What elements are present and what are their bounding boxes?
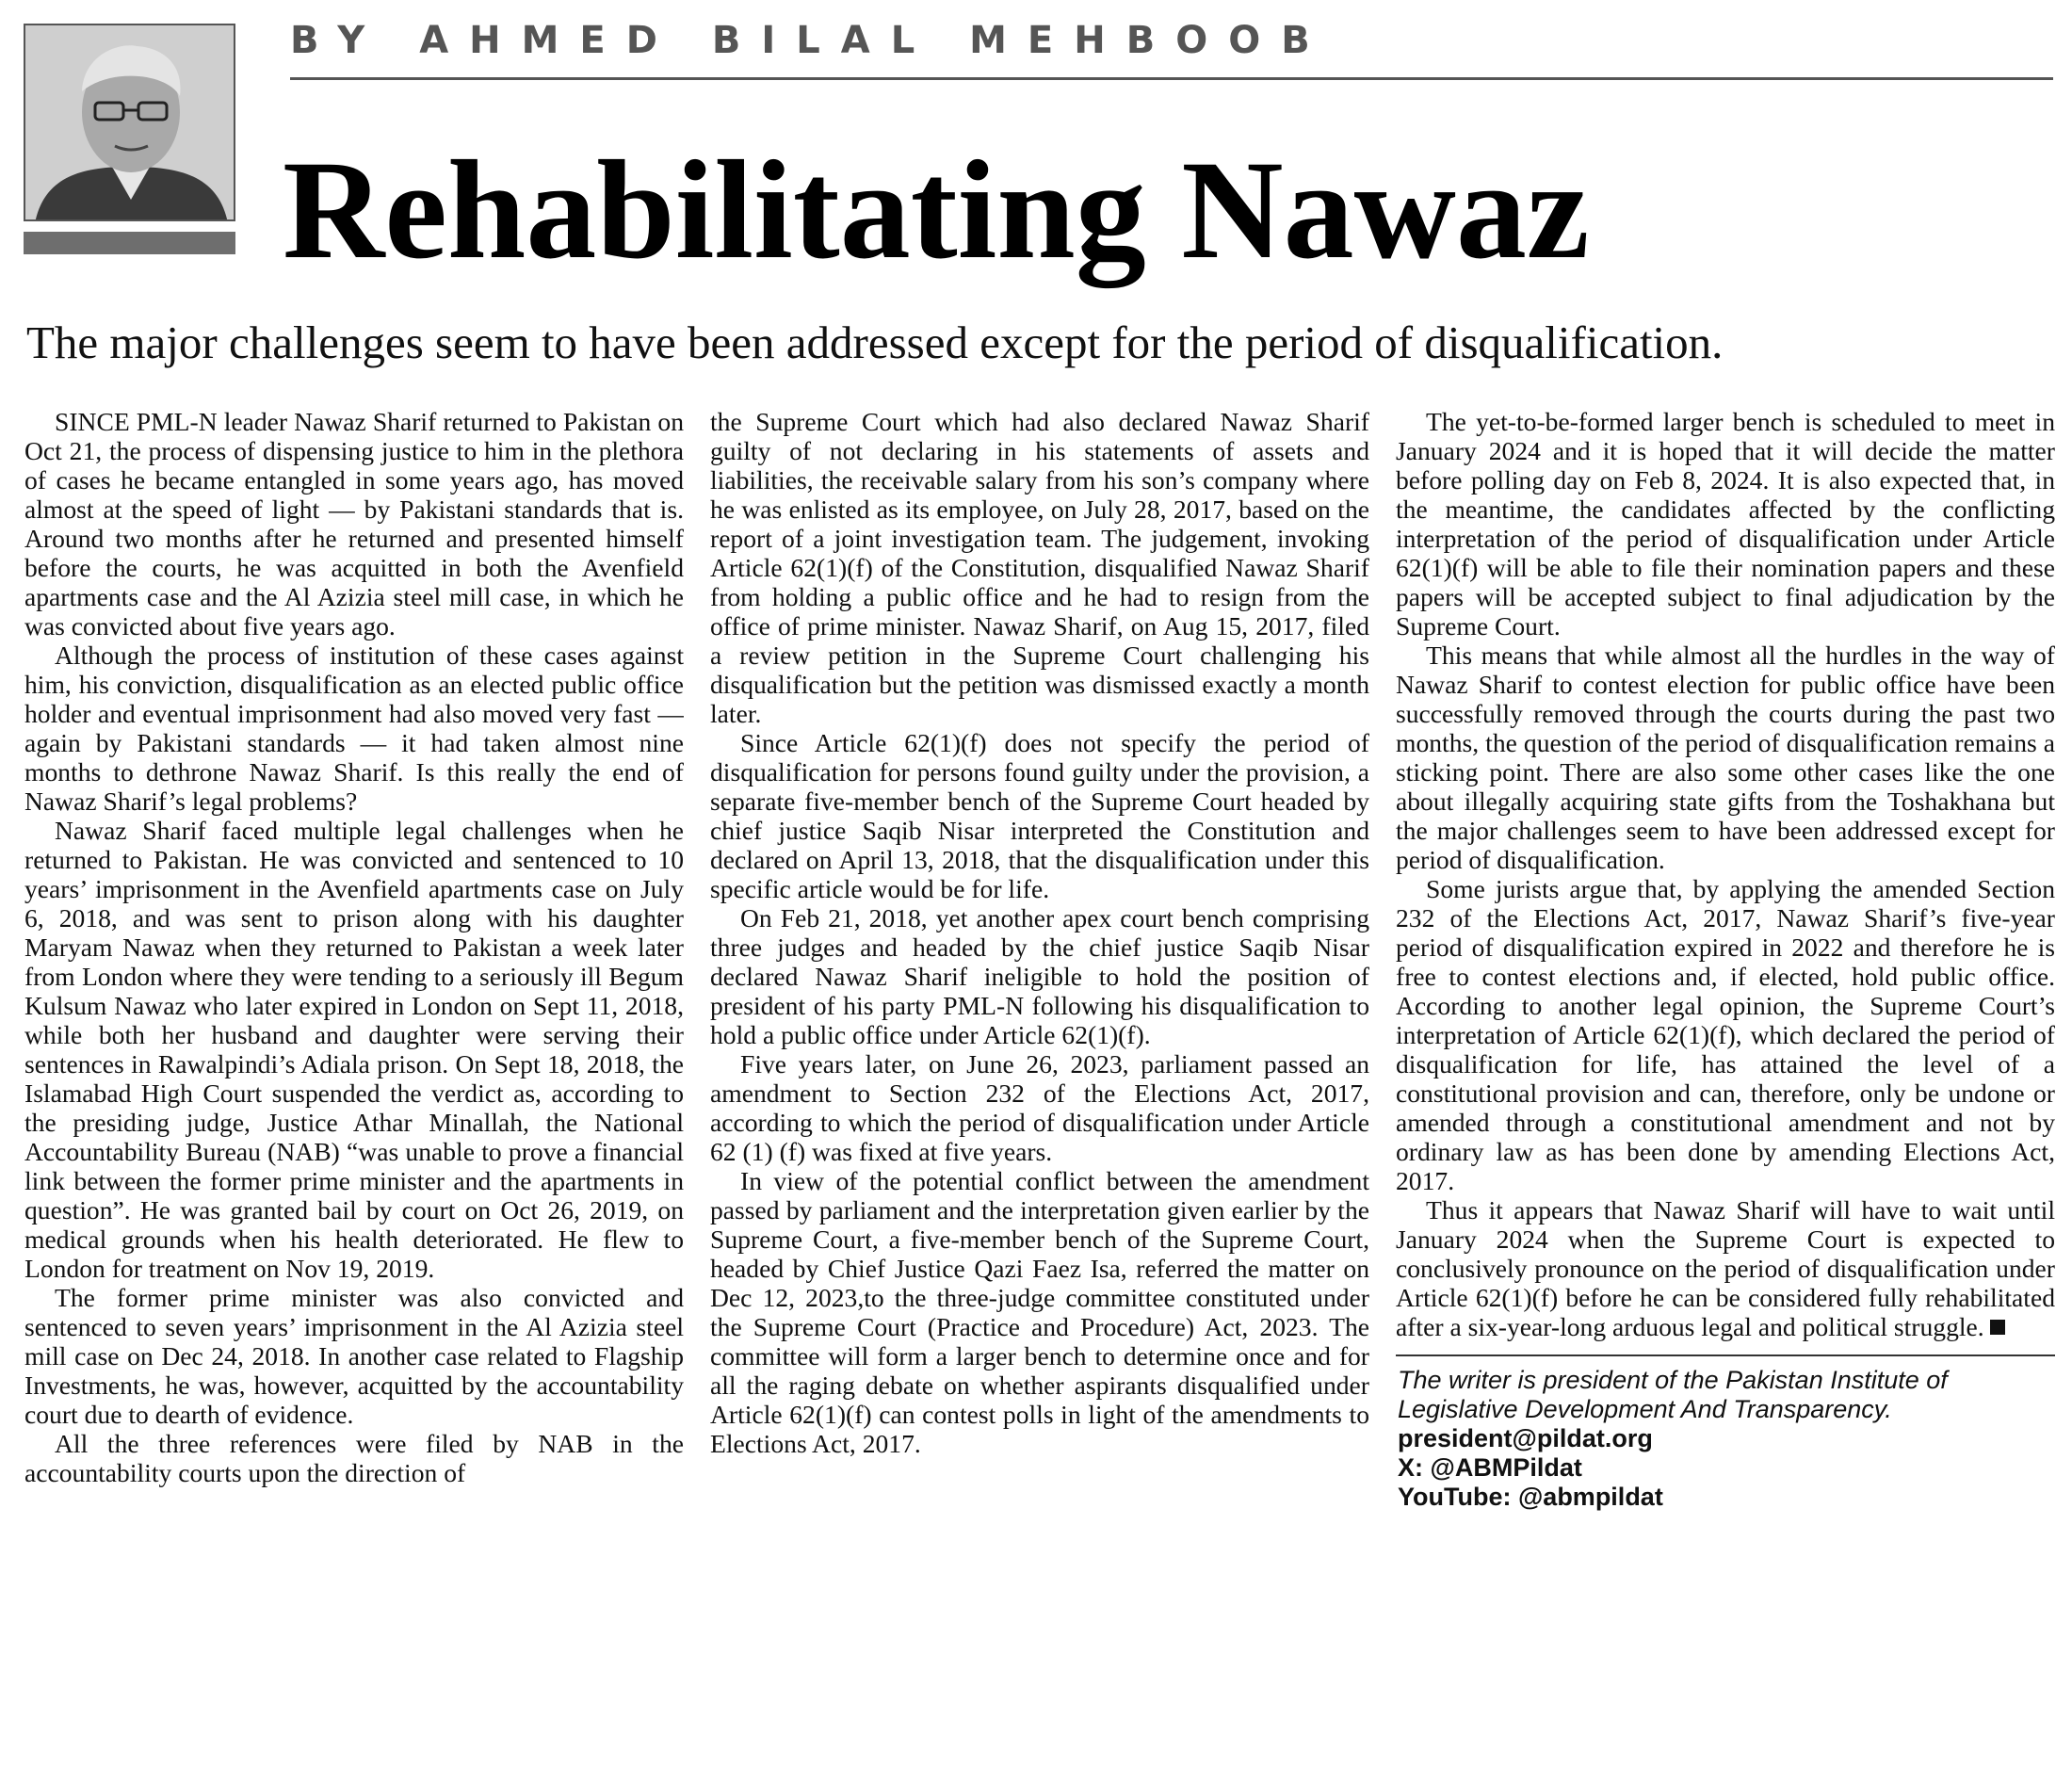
last-paragraph [1396,1195,2055,1341]
byline-divider [290,77,2053,80]
author-email[interactable]: president@pildat.org [1398,1424,1653,1452]
end-of-article-icon [1990,1320,2005,1335]
paragraph: The yet-to-be-formed larger bench is scheduled to meet in January 2024 and it is hoped that it will decide the matter before polling day on Feb 8, 2024. It is also expected that, in the meantime, the candidates affected by the conflicting interpretation of the period of disqualification under Article 62(1)(f) will be able to file their nomination papers and these papers will be accepted subject to final adjudication by the Supreme Court. [1396,407,2055,641]
paragraph: SINCE PML-N leader Nawaz Sharif returned to Pakistan on Oct 21, the process of dispensing justice to him in the plethora of cases he became entangled in some years ago, has moved almost at the speed of light — by Pakistani standards that is. Around two months after he returned and presented himself before the courts, he was acquitted in both the Avenfield apartments case and the Al Azizia steel mill case, in which he was convicted about five years ago. [24,407,684,641]
paragraph: On Feb 21, 2018, yet another apex court bench comprising three judges and headed by the chief justice Saqib Nisar declared Nawaz Sharif ineligible to hold the position of president of his party PML-N following his disqualification to hold a public office under Article 62(1)(f). [710,903,1369,1049]
paragraph: Since Article 62(1)(f) does not specify the period of disqualification for persons found guilty under the provision, a separate five-member bench of the Supreme Court headed by chief justice Saqib Nisar interpreted the Constitution and declared on April 13, 2018, that the disqualification under this specific article would be for life. [710,728,1369,903]
paragraph: the Supreme Court which had also declared Nawaz Sharif guilty of not declaring in his statements of assets and liabilities, the receivable salary from his son’s company where he was enlisted as its employee, on July 28, 2017, based on the report of a joint investigation team. The judgement, invoking Article 62(1)(f) of the Constitution, disqualified Nawaz Sharif from holding a public office and he had to resign from the office of prime minister. Nawaz Sharif, on Aug 15, 2017, filed a review petition in the Supreme Court challenging his disqualification but the petition was dismissed exactly a month later. [710,407,1369,728]
standfirst: The major challenges seem to have been addressed except for the period of disqualification. [26,316,1724,368]
author-x-handle[interactable]: X: @ABMPildat [1398,1453,1582,1482]
bio-divider [1396,1354,2055,1356]
author-portrait-icon [25,25,235,221]
article-column-2 [710,407,1369,1763]
paragraph: Although the process of institution of these cases against him, his conviction, disqualification as an elected public office holder and eventual imprisonment had also moved very fast — again by Pakistani standards — it had taken almost nine months to dethrone Nawaz Sharif. Is this really the end of Nawaz Sharif’s legal problems? [24,641,684,816]
paragraph: Some jurists argue that, by applying the amended Section 232 of the Elections Act, 2017, Nawaz Sharif’s five-year period of disqualification expired in 2022 and therefore he is free to contest elections and, if elected, hold public office. According to another legal opinion, the Supreme Court’s interpretation of Article 62(1)(f), which declared the period of disqualification for life, has attained the level of a constitutional provision and can, therefore, only be undone or amended through a constitutional amendment and not by ordinary law as has been done by amending Elections Act, 2017. [1396,874,2055,1195]
paragraph: This means that while almost all the hurdles in the way of Nawaz Sharif to contest election for public office have been successfully removed through the courts during the past two months, the question of the period of disqualification remains a sticking point. There are also some other cases like the one about illegally acquiring state gifts from the Toshakhana but the major challenges seem to have been addressed except for period of disqualification. [1396,641,2055,874]
author-youtube[interactable]: YouTube: @abmpildat [1398,1483,1663,1511]
author-bio [1396,1366,2055,1512]
paragraph: Nawaz Sharif faced multiple legal challenges when he returned to Pakistan. He was convicted and sentenced to 10 years’ imprisonment in the Avenfield apartments case on July 6, 2018, and was sent to prison along with his daughter Maryam Nawaz when they returned to Pakistan a week later from London where they were tending to a seriously ill Begum Kulsum Nawaz who later expired in London on Sept 11, 2018, while both her husband and daughter were serving their sentences in Rawalpindi’s Adiala prison. On Sept 18, 2018, the Islamabad High Court suspended the verdict as, according to the presiding judge, Justice Athar Minallah, the National Accountability Bureau (NAB) “was unable to prove a financial link between the former prime minister and the apartments in question”. He was granted bail by court on Oct 26, 2019, on medical grounds when his health deteriorated. He flew to London for treatment on Nov 19, 2019. [24,816,684,1283]
article-column-1 [24,407,684,1763]
article-column-3 [1396,407,2055,1763]
paragraph: The former prime minister was also convicted and sentenced to seven years’ imprisonment in the Al Azizia steel mill case on Dec 24, 2018. In another case related to Flagship Investments, he was, however, acquitted by the accountability court due to dearth of evidence. [24,1283,684,1429]
bio-text: The writer is president of the Pakistan Institute of Legislative Development And Transparency. [1398,1366,1948,1423]
byline: BY AHMED BILAL MEHBOOB [290,19,1331,62]
author-photo [24,24,235,221]
headline: Rehabilitating Nawaz [283,132,1590,288]
paragraph: In view of the potential conflict between the amendment passed by parliament and the interpretation given earlier by the Supreme Court, a five-member bench of the Supreme Court, headed by Chief Justice Qazi Faez Isa, referred the matter on Dec 12, 2023,to the three-judge committee constituted under the Supreme Court (Practice and Procedure) Act, 2023. The committee will form a larger bench to determine once and for all the raging debate on whether aspirants disqualified under Article 62(1)(f) can contest polls in light of the amendments to Elections Act, 2017. [710,1166,1369,1458]
article-header [0,0,2072,368]
paragraph: All the three references were filed by NAB in the accountability courts upon the direction of [24,1429,684,1487]
paragraph: Five years later, on June 26, 2023, parliament passed an amendment to Section 232 of the Elections Act, 2017, according to which the period of disqualification under Article 62 (1) (f) was fixed at five years. [710,1049,1369,1166]
paragraph-text: Thus it appears that Nawaz Sharif will have to wait until January 2024 when the Supreme Court is expected to conclusively pronounce on the period of disqualification under Article 62(1)(f) before he can be considered fully rehabilitated after a six-year-long arduous legal and political struggle. [1396,1195,2055,1341]
photo-caption-bar [24,232,235,254]
